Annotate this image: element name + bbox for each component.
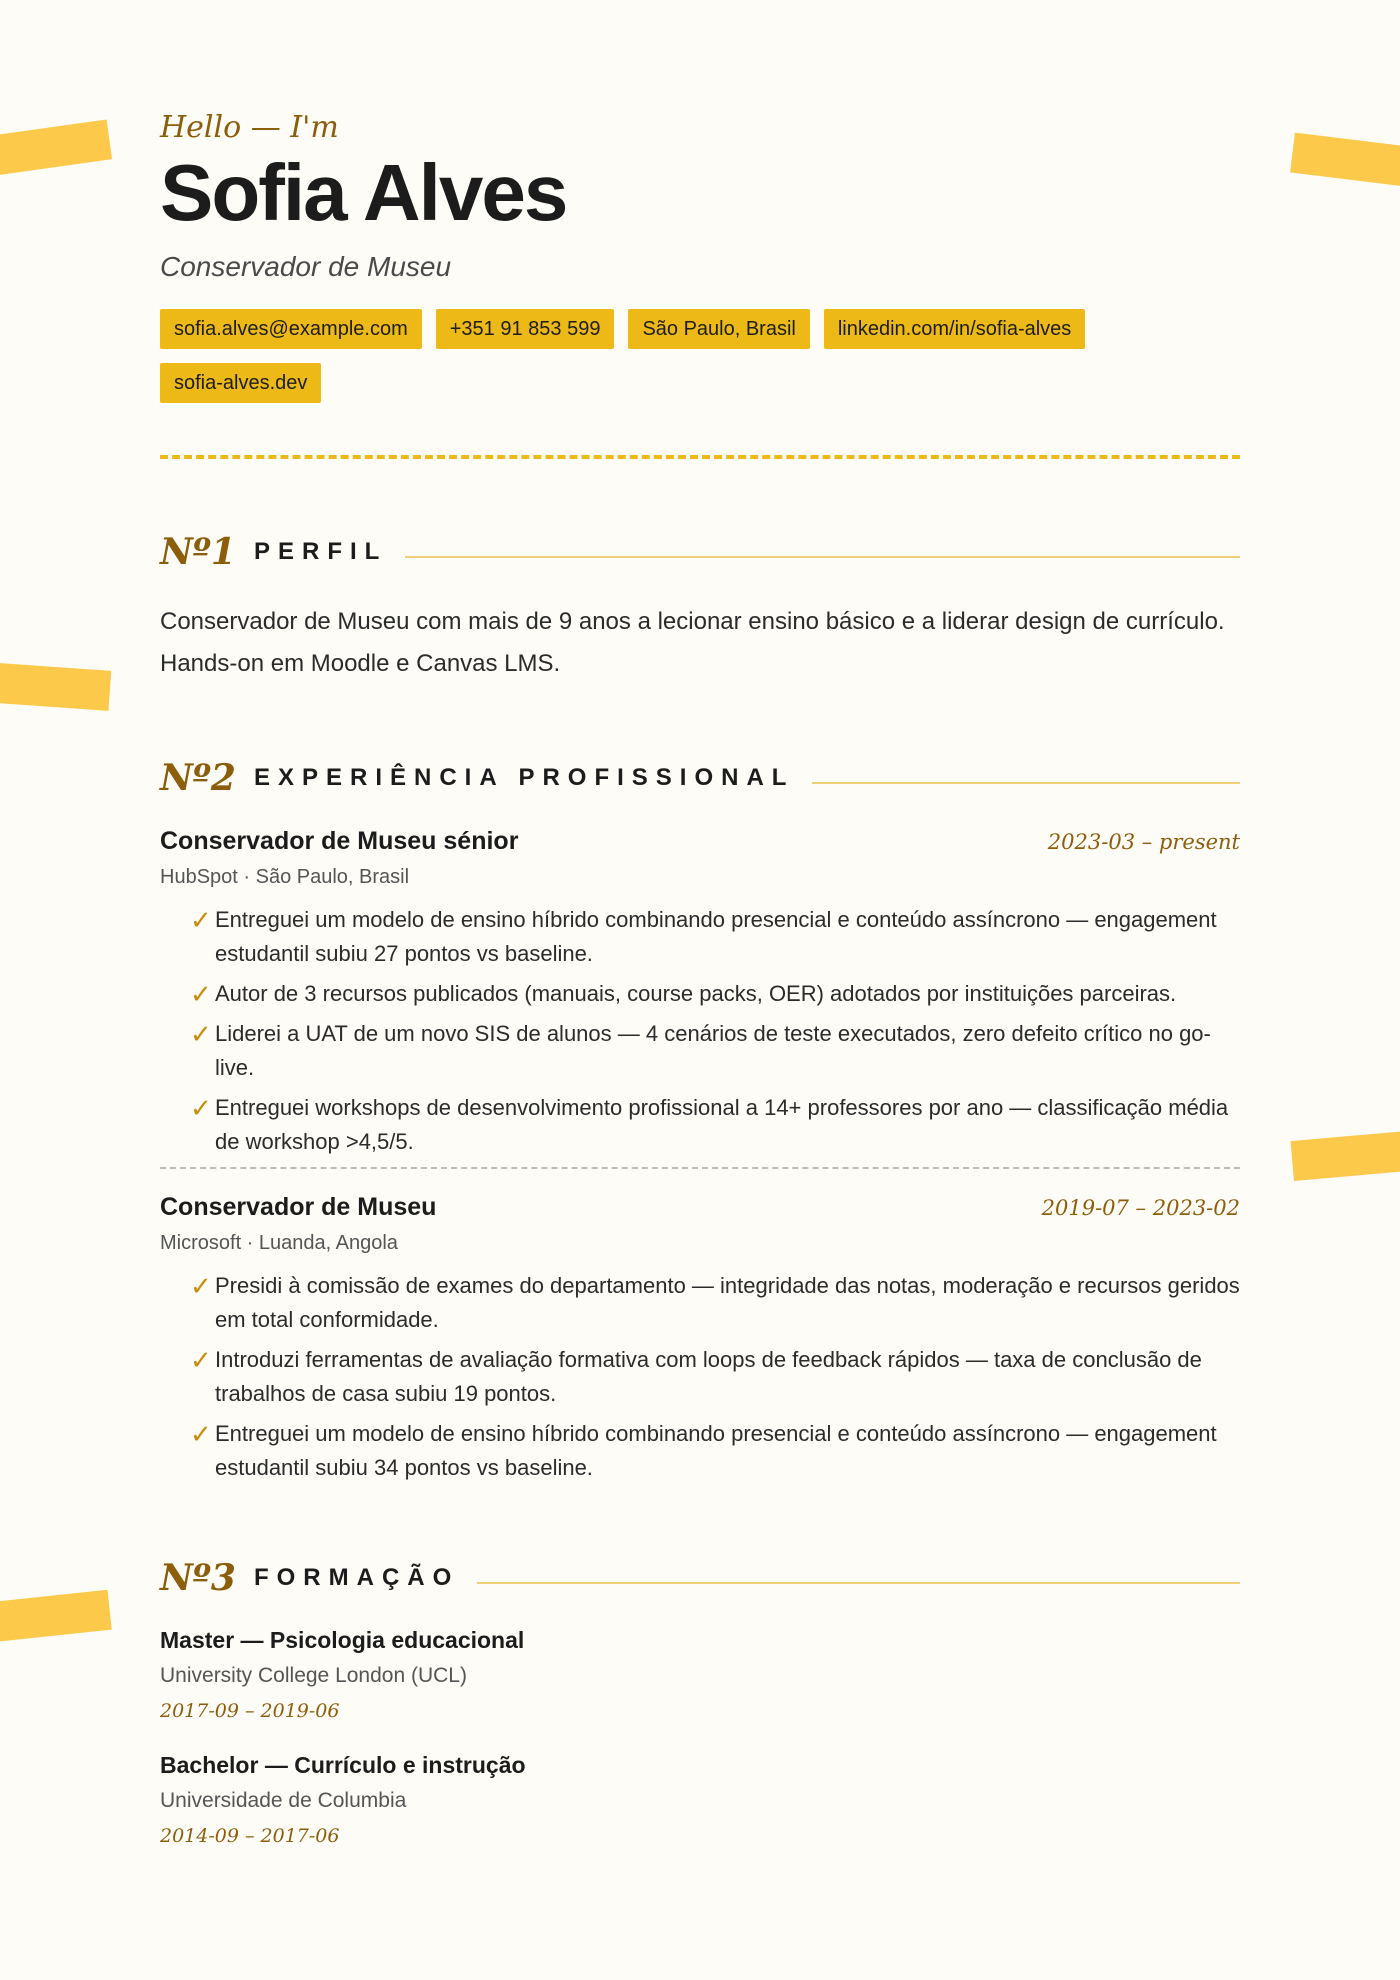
bullet-text: Liderei a UAT de um novo SIS de alunos — 4 cenários de teste executados, zero defeito crítico no go-live. <box>215 1021 1211 1080</box>
contact-email[interactable]: sofia.alves@example.com <box>160 309 422 349</box>
education-degree: Master — Psicologia educacional <box>160 1627 525 1653</box>
checkmark-icon: ✓ <box>190 1345 212 1375</box>
contact-phone[interactable]: +351 91 853 599 <box>436 309 615 349</box>
job-company: HubSpot · São Paulo, Brasil <box>160 866 410 888</box>
education-date: 2014-09 – 2017-06 <box>160 1825 340 1847</box>
list-item <box>190 1269 1240 1337</box>
job-divider <box>160 1167 1240 1169</box>
decorative-tape <box>1290 133 1400 190</box>
greeting: Hello — I'm <box>160 110 339 145</box>
job-title: Conservador de Museu sénior <box>160 827 519 855</box>
checkmark-icon: ✓ <box>190 1271 212 1301</box>
section-title: FORMAÇÃO <box>253 1564 460 1591</box>
section-rule <box>405 556 1240 558</box>
checkmark-icon: ✓ <box>190 1019 212 1049</box>
list-item <box>190 977 1240 1011</box>
section-heading <box>160 1557 1240 1599</box>
checkmark-icon: ✓ <box>190 1419 212 1449</box>
section-heading <box>160 531 1240 573</box>
bullet-text: Autor de 3 recursos publicados (manuais, course packs, OER) adotados por instituições parceiras. <box>215 981 1177 1006</box>
job-title: Conservador de Museu <box>160 1193 437 1221</box>
list-item <box>190 1343 1240 1411</box>
resume-page <box>160 110 1240 1847</box>
contact-website[interactable]: sofia-alves.dev <box>160 363 321 403</box>
education-date: 2017-09 – 2019-06 <box>160 1700 340 1722</box>
profile-summary: Conservador de Museu com mais de 9 anos a lecionar ensino básico e a liderar design de currículo. Hands-on em Moodle e Canvas LMS. <box>160 608 1225 677</box>
job-role: Conservador de Museu <box>160 251 452 282</box>
section-title: PERFIL <box>253 538 388 565</box>
bullet-text: Introduzi ferramentas de avaliação formativa com loops de feedback rápidos — taxa de conclusão de trabalhos de casa subiu 19 pontos. <box>215 1347 1202 1406</box>
list-item <box>190 903 1240 971</box>
education-school: Universidade de Columbia <box>160 1789 407 1812</box>
job-entry <box>160 827 1240 1159</box>
list-item <box>190 1091 1240 1159</box>
section-rule <box>812 782 1240 784</box>
job-bullets <box>160 1269 1240 1485</box>
section-heading <box>160 757 1240 799</box>
job-bullets <box>160 903 1240 1159</box>
education-school: University College London (UCL) <box>160 1664 467 1687</box>
education-entry <box>160 1752 1240 1847</box>
job-company: Microsoft · Luanda, Angola <box>160 1232 398 1254</box>
section-formacao <box>160 1557 1240 1847</box>
section-experiencia <box>160 757 1240 1485</box>
job-entry <box>160 1193 1240 1485</box>
decorative-tape <box>0 119 112 178</box>
education-degree: Bachelor — Currículo e instrução <box>160 1752 526 1778</box>
header-divider <box>160 455 1240 459</box>
checkmark-icon: ✓ <box>190 1093 212 1123</box>
bullet-text: Entreguei workshops de desenvolvimento profissional a 14+ professores por ano — classificação média de workshop >4,5/5. <box>215 1095 1229 1154</box>
job-date: 2023-03 – present <box>1047 830 1240 854</box>
bullet-text: Entreguei um modelo de ensino híbrido combinando presencial e conteúdo assíncrono — engagement estudantil subiu 27 pontos vs baseline. <box>215 907 1217 966</box>
decorative-tape <box>1291 1129 1400 1181</box>
person-name: Sofia Alves <box>160 148 567 237</box>
list-item <box>190 1417 1240 1485</box>
section-number: Nº1 <box>160 531 236 573</box>
contact-list <box>160 309 1240 403</box>
decorative-tape <box>0 661 111 711</box>
section-rule <box>477 1582 1240 1584</box>
list-item <box>190 1017 1240 1085</box>
bullet-text: Entreguei um modelo de ensino híbrido combinando presencial e conteúdo assíncrono — engagement estudantil subiu 34 pontos vs baseline. <box>215 1421 1217 1480</box>
education-entry <box>160 1627 1240 1722</box>
decorative-tape <box>0 1590 112 1644</box>
bullet-text: Presidi à comissão de exames do departamento — integridade das notas, moderação e recursos geridos em total conformidade. <box>215 1273 1240 1332</box>
resume-header <box>160 110 1240 459</box>
section-perfil <box>160 531 1240 685</box>
contact-location: São Paulo, Brasil <box>628 309 809 349</box>
section-number: Nº2 <box>160 757 236 799</box>
section-title: EXPERIÊNCIA PROFISSIONAL <box>253 764 795 791</box>
checkmark-icon: ✓ <box>190 905 212 935</box>
checkmark-icon: ✓ <box>190 979 212 1009</box>
job-date: 2019-07 – 2023-02 <box>1041 1196 1240 1220</box>
contact-linkedin[interactable]: linkedin.com/in/sofia-alves <box>824 309 1085 349</box>
section-number: Nº3 <box>160 1557 236 1599</box>
